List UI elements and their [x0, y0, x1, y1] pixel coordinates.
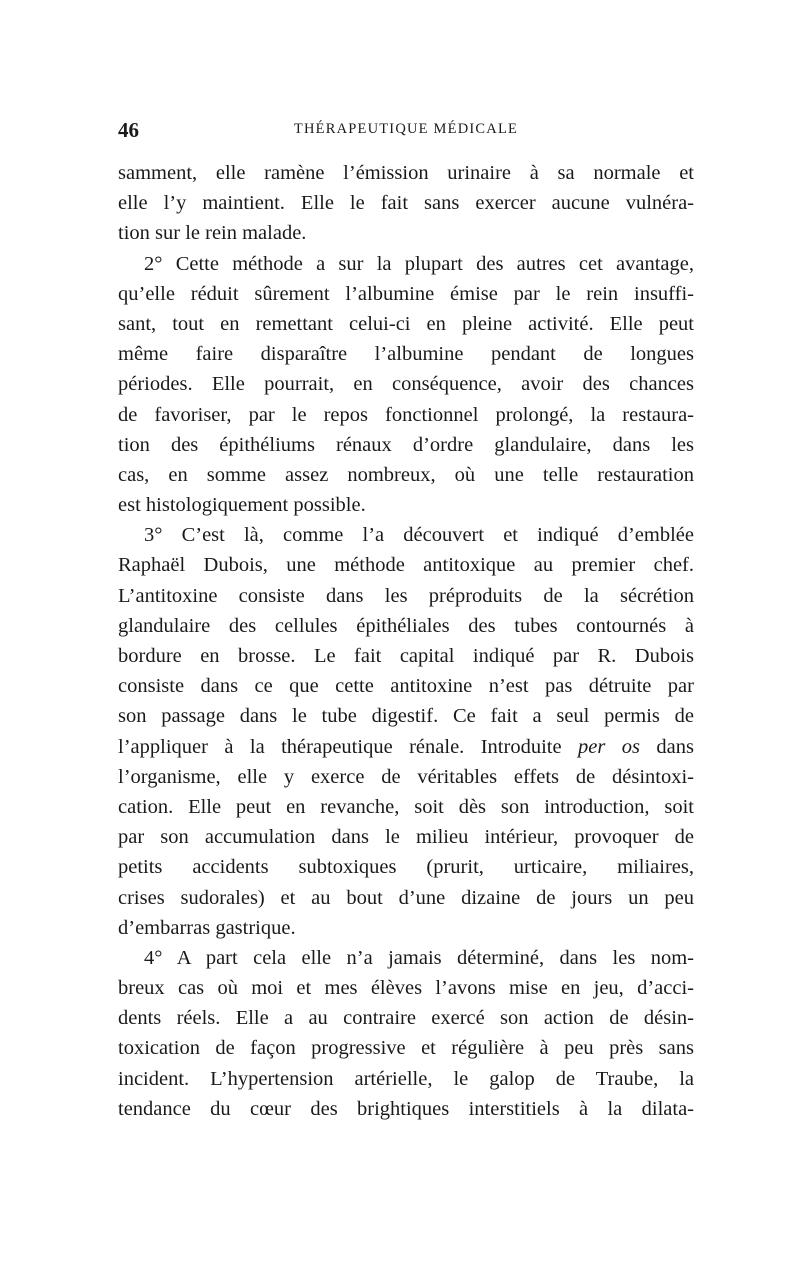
line-text: sant, tout en remettant celui-ci en pleine activité. Elle peut: [118, 312, 694, 335]
text-line: [118, 641, 694, 671]
text-line: [118, 1094, 694, 1124]
line-text: glandulaire des cellules épithéliales des tubes contournés à: [118, 614, 694, 637]
line-text: périodes. Elle pourrait, en conséquence, avoir des chances: [118, 373, 694, 396]
text-line: [118, 883, 694, 913]
text-line: [118, 1003, 694, 1033]
line-text: incident. L’hypertension artérielle, le galop de Traube, la: [118, 1067, 694, 1090]
line-text: toxication de façon progressive et régulière à peu près sans: [118, 1037, 694, 1060]
line-text: petits accidents subtoxiques (prurit, urticaire, miliaires,: [118, 856, 694, 879]
line-text: 2° Cette méthode a sur la plupart des autres cet avantage,: [144, 252, 694, 275]
line-text: cas, en somme assez nombreux, où une telle restauration: [118, 463, 694, 486]
line-text: elle l’y maintient. Elle le fait sans exercer aucune vulnéra-: [118, 192, 694, 215]
text-line: [118, 339, 694, 369]
line-text: tendance du cœur des brightiques interstitiels à la dilata-: [118, 1097, 694, 1120]
line-text: bordure en brosse. Le fait capital indiqué par R. Dubois: [118, 645, 694, 667]
line-text: par son accumulation dans le milieu intérieur, provoquer de: [118, 826, 694, 849]
text-line: [118, 460, 694, 490]
text-line: [118, 218, 694, 248]
text-line: [118, 1033, 694, 1063]
text-line: [118, 973, 694, 1003]
text-line: [118, 732, 694, 762]
body-text: [118, 158, 694, 1124]
text-line: [118, 581, 694, 611]
text-line: [118, 943, 694, 973]
line-text: L’antitoxine consiste dans les préproduits de la sécrétion: [118, 584, 694, 607]
text-line: [118, 611, 694, 641]
text-line: [118, 701, 694, 731]
text-line: [118, 671, 694, 701]
line-text: qu’elle réduit sûrement l’albumine émise par le rein insuffi-: [118, 282, 694, 305]
text-line: [118, 792, 694, 822]
line-text-after: dans: [639, 735, 694, 758]
text-line: [118, 913, 694, 943]
text-line: [118, 520, 694, 550]
text-line: [118, 430, 694, 460]
line-text: 4° A part cela elle n’a jamais déterminé, dans les nom-: [144, 946, 694, 969]
line-text: Raphaël Dubois, une méthode antitoxique au premier chef.: [118, 554, 694, 577]
line-text: même faire disparaître l’albumine pendant de longues: [118, 343, 694, 366]
page-header: [118, 118, 694, 142]
text-line: [118, 490, 694, 520]
line-text: breux cas où moi et mes élèves l’avons mise en jeu, d’acci-: [118, 977, 694, 1000]
line-text: cation. Elle peut en revanche, soit dès son introduction, soit: [118, 795, 694, 818]
line-text: 3° C’est là, comme l’a découvert et indiqué d’emblée: [144, 524, 694, 547]
text-line: [118, 188, 694, 218]
text-line: [118, 369, 694, 399]
line-text: dents réels. Elle a au contraire exercé son action de désin-: [118, 1007, 694, 1030]
text-line: [118, 852, 694, 882]
line-text: samment, elle ramène l’émission urinaire à sa normale et: [118, 162, 694, 184]
text-line: [118, 249, 694, 279]
line-text: l’organisme, elle y exerce de véritables effets de désintoxi-: [118, 765, 694, 788]
line-text: son passage dans le tube digestif. Ce fait a seul permis de: [118, 705, 694, 728]
text-line: [118, 400, 694, 430]
line-text: d’embarras gastrique.: [118, 916, 296, 939]
line-text: est histologiquement possible.: [118, 494, 366, 517]
page-number: 46: [118, 118, 139, 142]
italic-phrase: per os: [578, 735, 640, 758]
line-text: tion sur le rein malade.: [118, 222, 307, 245]
line-text: de favoriser, par le repos fonctionnel prolongé, la restaura-: [118, 403, 694, 426]
text-line: [118, 762, 694, 792]
text-line: [118, 158, 694, 188]
text-line: [118, 822, 694, 852]
line-text: tion des épithéliums rénaux d’ordre glandulaire, dans les: [118, 433, 694, 456]
line-text: l’appliquer à la thérapeutique rénale. Introduite: [118, 735, 562, 758]
line-text: consiste dans ce que cette antitoxine n’est pas détruite par: [118, 675, 694, 698]
text-line: [118, 309, 694, 339]
text-line: [118, 550, 694, 580]
text-line: [118, 279, 694, 309]
running-title: THÉRAPEUTIQUE MÉDICALE: [293, 121, 519, 137]
text-line: [118, 1064, 694, 1094]
line-text: crises sudorales) et au bout d’une dizaine de jours un peu: [118, 886, 694, 909]
